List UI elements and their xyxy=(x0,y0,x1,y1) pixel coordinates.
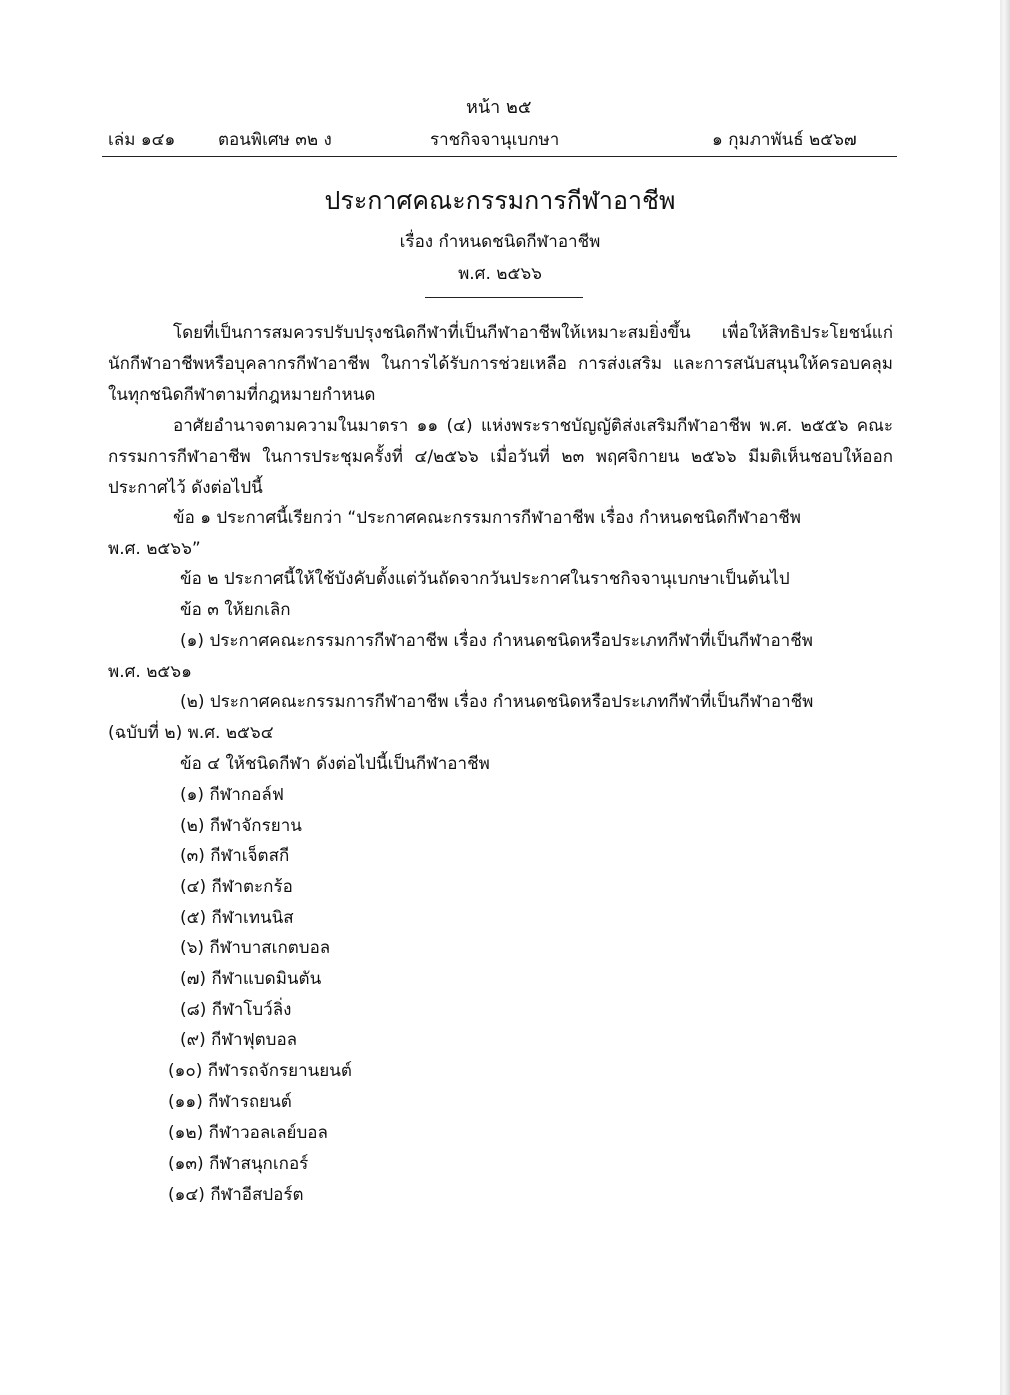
announcement-year: พ.ศ. ๒๕๖๖ xyxy=(458,264,542,284)
sport-number: (๖) xyxy=(180,938,205,958)
page-number: หน้า ๒๕ xyxy=(466,97,532,118)
clause-1-line-1: ข้อ ๑ ประกาศนี้เรียกว่า “ประกาศคณะกรรมการกีฬาอาชีพ เรื่อง กำหนดชนิดกีฬาอาชีพ xyxy=(173,508,802,528)
clause-3: ข้อ ๓ ให้ยกเลิก xyxy=(180,600,291,620)
sport-item xyxy=(180,906,294,930)
sport-name: กีฬาตะกร้อ xyxy=(211,877,293,897)
sport-number: (๘) xyxy=(180,1000,207,1020)
sport-item xyxy=(168,1183,304,1207)
sport-name: กีฬารถยนต์ xyxy=(208,1092,292,1112)
scrollbar-edge xyxy=(1000,0,1010,1395)
clause-2: ข้อ ๒ ประกาศนี้ให้ใช้บังคับตั้งแต่วันถัดจากวันประกาศในราชกิจจานุเบกษาเป็นต้นไป xyxy=(180,569,790,589)
gazette-section: ตอนพิเศษ ๓๒ ง xyxy=(218,130,332,150)
sport-name: กีฬาโบว์ลิ่ง xyxy=(211,1000,292,1020)
sport-number: (๑๑) xyxy=(168,1092,203,1112)
sport-item xyxy=(180,1028,297,1052)
sport-item xyxy=(168,1090,292,1114)
sport-number: (๑๒) xyxy=(168,1123,204,1143)
sport-number: (๑๔) xyxy=(168,1185,205,1205)
authority-paragraph: อาศัยอำนาจตามความในมาตรา ๑๑ (๔) แห่งพระราชบัญญัติส่งเสริมกีฬาอาชีพ พ.ศ. ๒๕๕๖ คณะกรรมการกีฬาอาชีพ ในการประชุมครั้งที่ ๔/๒๕๖๖ เมื่อวันที่ ๒๓ พฤศจิกายน ๒๕๖๖ มีมติเห็นชอบให้ออกประกาศไว้ ดังต่อไปนี้ xyxy=(108,416,893,498)
announcement-subject: เรื่อง กำหนดชนิดกีฬาอาชีพ xyxy=(399,232,601,252)
title-divider xyxy=(425,297,583,298)
sport-name: กีฬาอีสปอร์ต xyxy=(210,1185,304,1205)
sport-number: (๗) xyxy=(180,969,207,989)
sport-number: (๑๐) xyxy=(168,1061,203,1081)
gazette-volume: เล่ม ๑๔๑ xyxy=(108,130,176,150)
header-divider xyxy=(102,156,897,157)
sport-item xyxy=(180,998,291,1022)
sport-item xyxy=(180,936,330,960)
announcement-title: ประกาศคณะกรรมการกีฬาอาชีพ xyxy=(324,186,676,215)
sport-item xyxy=(180,783,284,807)
sport-name: กีฬาเจ็ตสกี xyxy=(210,846,290,866)
sport-number: (๒) xyxy=(180,816,205,836)
sport-name: กีฬาบาสเกตบอล xyxy=(209,938,331,958)
sport-name: กีฬากอล์ฟ xyxy=(209,785,284,805)
clause-4: ข้อ ๔ ให้ชนิดกีฬา ดังต่อไปนี้เป็นกีฬาอาชีพ xyxy=(180,754,490,774)
sport-item xyxy=(168,1121,328,1145)
repeal-2-line-2: (ฉบับที่ ๒) พ.ศ. ๒๕๖๔ xyxy=(108,723,274,743)
sport-item xyxy=(168,1152,308,1176)
clause-1-line-2: พ.ศ. ๒๕๖๖” xyxy=(108,539,201,559)
sport-item xyxy=(180,875,293,899)
repeal-2-line-1: (๒) ประกาศคณะกรรมการกีฬาอาชีพ เรื่อง กำหนดชนิดหรือประเภทกีฬาที่เป็นกีฬาอาชีพ xyxy=(180,692,814,712)
gazette-name: ราชกิจจานุเบกษา xyxy=(430,130,560,150)
sport-number: (๔) xyxy=(180,877,207,897)
sport-name: กีฬารถจักรยานยนต์ xyxy=(207,1061,352,1081)
sport-item xyxy=(180,967,321,991)
sport-name: กีฬาแบดมินตัน xyxy=(211,969,322,989)
repeal-1-line-1: (๑) ประกาศคณะกรรมการกีฬาอาชีพ เรื่อง กำหนดชนิดหรือประเภทกีฬาที่เป็นกีฬาอาชีพ xyxy=(180,631,813,651)
sport-name: กีฬาฟุตบอล xyxy=(211,1030,298,1050)
sport-item xyxy=(168,1059,352,1083)
sport-name: กีฬาจักรยาน xyxy=(209,816,302,836)
sport-number: (๓) xyxy=(180,846,205,866)
gazette-date: ๑ กุมภาพันธ์ ๒๕๖๗ xyxy=(712,130,857,150)
sport-item xyxy=(180,844,289,868)
sport-number: (๑) xyxy=(180,785,205,805)
sport-name: กีฬาเทนนิส xyxy=(211,908,294,928)
sport-item xyxy=(180,814,302,838)
sport-number: (๕) xyxy=(180,908,207,928)
sport-number: (๑๓) xyxy=(168,1154,204,1174)
repeal-1-line-2: พ.ศ. ๒๕๖๑ xyxy=(108,662,192,682)
sport-number: (๙) xyxy=(180,1030,206,1050)
sport-name: กีฬาวอลเลย์บอล xyxy=(208,1123,328,1143)
sport-name: กีฬาสนุกเกอร์ xyxy=(209,1154,309,1174)
preamble-paragraph: โดยที่เป็นการสมควรปรับปรุงชนิดกีฬาที่เป็นกีฬาอาชีพให้เหมาะสมยิ่งขึ้น เพื่อให้สิทธิประโยชน์แก่นักกีฬาอาชีพหรือบุคลากรกีฬาอาชีพ ในการได้รับการช่วยเหลือ การส่งเสริม และการสนับสนุนให้ครอบคลุมในทุกชนิดกีฬาตามที่กฎหมายกำหนด xyxy=(108,323,893,405)
